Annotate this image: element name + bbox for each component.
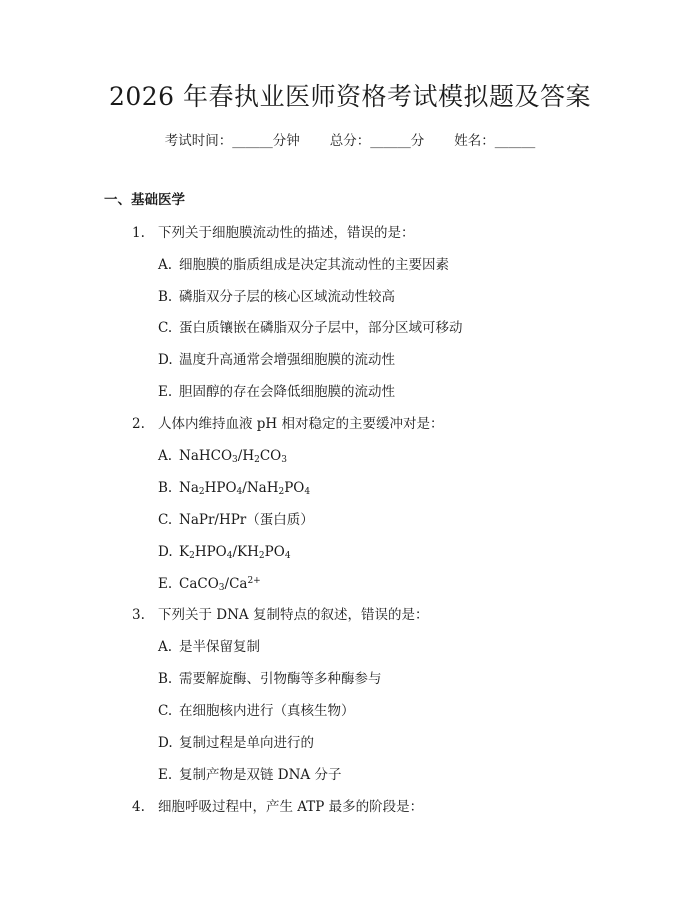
option-letter: C. [158, 320, 173, 336]
formula-part: NaHCO [179, 448, 233, 464]
formula-subscript: 2 [198, 487, 205, 497]
formula-part: CaCO [179, 576, 219, 592]
score-blank: ______ [370, 133, 411, 149]
formula-part: /H [237, 448, 255, 464]
option-1a [158, 255, 618, 275]
option-letter: D. [158, 352, 173, 368]
formula-subscript: 4 [226, 551, 233, 561]
option-letter: E. [158, 576, 173, 592]
time-label: 考试时间： [164, 133, 233, 149]
option-2d [158, 542, 618, 562]
formula-part: /KH [232, 544, 259, 560]
option-letter: D. [158, 544, 173, 560]
option-letter: A. [158, 257, 173, 273]
formula-part: PO [264, 544, 285, 560]
option-text: 复制过程是单向进行的 [179, 735, 314, 751]
question-number: 4. [132, 799, 145, 815]
question-text: 细胞呼吸过程中，产生 ATP 最多的阶段是： [158, 799, 424, 815]
formula-subscript: 3 [218, 583, 225, 593]
option-letter: E. [158, 767, 173, 783]
option-1e [158, 382, 618, 402]
question-number: 2. [132, 416, 145, 432]
question-text: 人体内维持血液 pH 相对稳定的主要缓冲对是： [158, 416, 444, 432]
option-2c [158, 510, 618, 530]
option-1d [158, 350, 618, 370]
formula-part: /NaH [242, 480, 279, 496]
formula-superscript: 2+ [247, 576, 261, 586]
option-text: 温度升高通常会增强细胞膜的流动性 [179, 352, 395, 368]
option-text: 磷脂双分子层的核心区域流动性较高 [179, 289, 395, 305]
option-2a [158, 446, 618, 466]
question-3 [132, 605, 632, 625]
formula-subscript: 3 [281, 455, 287, 465]
option-3c [158, 701, 618, 721]
option-letter: C. [158, 512, 173, 528]
option-text: 细胞膜的脂质组成是决定其流动性的主要因素 [179, 257, 449, 273]
section-heading: 一、基础医学 [104, 192, 185, 208]
option-text: NaPr/HPr（蛋白质） [179, 512, 314, 528]
option-2e [158, 574, 618, 594]
option-letter: D. [158, 735, 173, 751]
score-label: 总分： [329, 133, 371, 149]
option-3a [158, 637, 618, 657]
option-letter: B. [158, 289, 173, 305]
option-1b [158, 287, 618, 307]
formula-part: K [179, 544, 190, 560]
option-1c [158, 318, 618, 338]
formula-subscript: 2 [254, 455, 260, 465]
question-1 [132, 223, 632, 243]
option-letter: E. [158, 384, 173, 400]
option-text: 在细胞核内进行（真核生物） [179, 703, 355, 719]
option-letter: B. [158, 671, 173, 687]
time-unit: 分钟 [272, 133, 300, 149]
option-letter: B. [158, 480, 173, 496]
formula-subscript: 4 [236, 487, 243, 497]
formula-part: PO [284, 480, 305, 496]
option-text: 是半保留复制 [179, 639, 260, 655]
option-3b [158, 669, 618, 689]
formula-part: CO [259, 448, 282, 464]
option-text: 复制产物是双链 DNA 分子 [179, 767, 342, 783]
score-unit: 分 [410, 133, 425, 149]
option-3e [158, 765, 618, 785]
name-label: 姓名： [454, 133, 495, 149]
question-text: 下列关于 DNA 复制特点的叙述，错误的是： [158, 607, 429, 623]
formula-subscript: 2 [278, 487, 285, 497]
option-letter: C. [158, 703, 173, 719]
option-text: 需要解旋酶、引物酶等多种酶参与 [179, 671, 382, 687]
formula-part: /Ca [224, 576, 248, 592]
question-text: 下列关于细胞膜流动性的描述，错误的是： [158, 225, 415, 241]
question-number: 3. [132, 607, 145, 623]
question-number: 1. [132, 225, 145, 241]
option-text: 蛋白质镶嵌在磷脂双分子层中，部分区域可移动 [179, 320, 463, 336]
formula-subscript: 2 [258, 551, 265, 561]
option-letter: A. [158, 639, 173, 655]
option-letter: A. [158, 448, 173, 464]
option-3d [158, 733, 618, 753]
formula-subscript: 3 [232, 455, 238, 465]
exam-info-line [0, 131, 700, 151]
option-text: 胆固醇的存在会降低细胞膜的流动性 [179, 384, 395, 400]
question-4 [132, 797, 632, 817]
formula-subscript: 2 [189, 551, 195, 561]
formula-part: Na [179, 480, 199, 496]
time-blank: ______ [232, 133, 273, 149]
name-blank: ______ [494, 133, 536, 149]
formula-part: HPO [194, 544, 227, 560]
question-2 [132, 414, 632, 434]
formula-subscript: 4 [304, 487, 311, 497]
page-title: 2026 年春执业医师资格考试模拟题及答案 [108, 82, 592, 111]
formula-subscript: 4 [284, 551, 291, 561]
option-2b [158, 478, 618, 498]
formula-part: HPO [204, 480, 237, 496]
